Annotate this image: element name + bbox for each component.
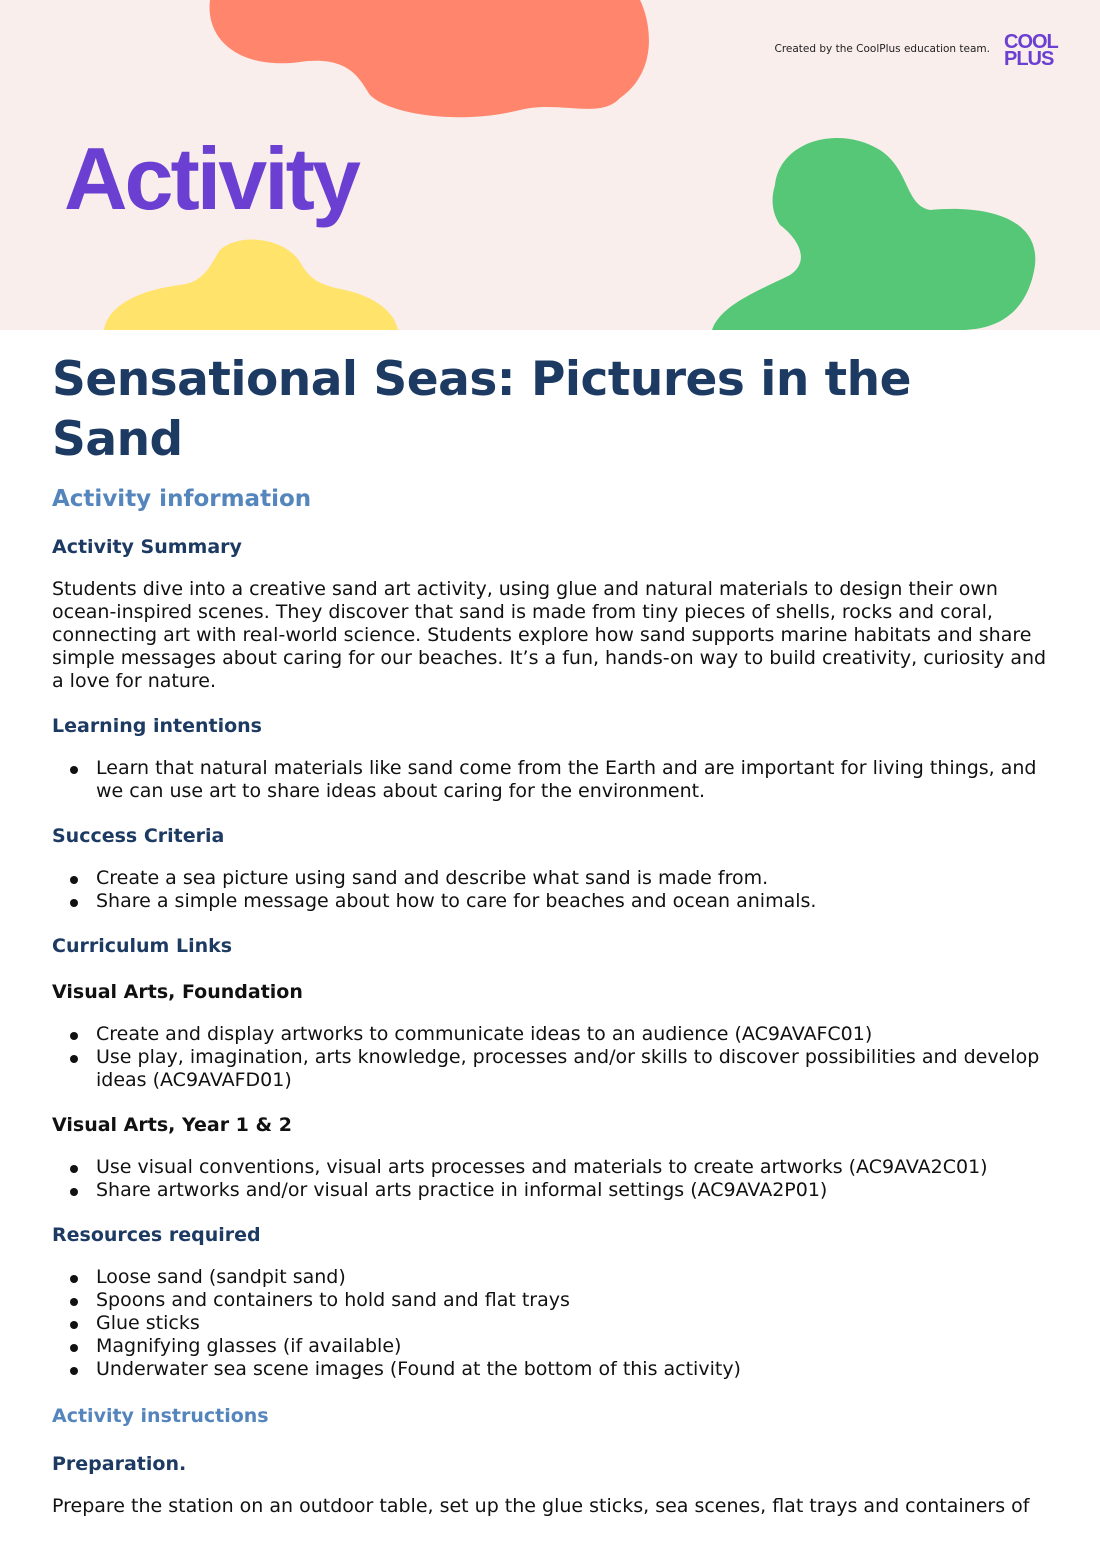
preparation-heading: Preparation. bbox=[52, 1453, 187, 1475]
curriculum-links-heading: Curriculum Links bbox=[52, 935, 233, 957]
list-item: Share a simple message about how to care for beaches and ocean animals. bbox=[96, 890, 1052, 913]
foundation-list bbox=[52, 1023, 1052, 1092]
list-item: Glue sticks bbox=[96, 1312, 1052, 1335]
page-title: Sensational Seas: Pictures in the Sand bbox=[52, 352, 911, 467]
year12-list bbox=[52, 1156, 1052, 1202]
resources-heading: Resources required bbox=[52, 1224, 261, 1246]
green-blob bbox=[712, 138, 1035, 330]
success-criteria-heading: Success Criteria bbox=[52, 825, 225, 847]
activity-summary-heading: Activity Summary bbox=[52, 536, 242, 558]
yellow-blob bbox=[104, 240, 398, 330]
list-item: Spoons and containers to hold sand and flat trays bbox=[96, 1289, 1052, 1312]
list-item: Use play, imagination, arts knowledge, processes and/or skills to discover possibilities and develop ideas (AC9AVAFD01) bbox=[96, 1046, 1052, 1092]
list-item: Magnifying glasses (if available) bbox=[96, 1335, 1052, 1358]
document-body bbox=[52, 330, 1052, 1518]
learning-intentions-list bbox=[52, 757, 1052, 803]
activity-information-heading: Activity information bbox=[52, 486, 312, 512]
credit-text: Created by the CoolPlus education team. bbox=[774, 43, 990, 55]
list-item: Underwater sea scene images (Found at the bottom of this activity) bbox=[96, 1358, 1052, 1381]
foundation-heading: Visual Arts, Foundation bbox=[52, 981, 303, 1003]
list-item: Loose sand (sandpit sand) bbox=[96, 1266, 1052, 1289]
learning-intentions-heading: Learning intentions bbox=[52, 715, 262, 737]
list-item: Learn that natural materials like sand come from the Earth and are important for living things, and we can use art to share ideas about caring for the environment. bbox=[96, 757, 1052, 803]
header-banner bbox=[0, 0, 1100, 330]
year12-heading: Visual Arts, Year 1 & 2 bbox=[52, 1114, 292, 1136]
list-item: Create and display artworks to communicate ideas to an audience (AC9AVAFC01) bbox=[96, 1023, 1052, 1046]
success-criteria-list bbox=[52, 867, 1052, 913]
list-item: Share artworks and/or visual arts practice in informal settings (AC9AVA2P01) bbox=[96, 1179, 1052, 1202]
coral-blob bbox=[210, 0, 649, 117]
preparation-text: Prepare the station on an outdoor table, set up the glue sticks, sea scenes, flat trays and containers of bbox=[52, 1495, 1030, 1517]
logo-line-1: COOL bbox=[1004, 31, 1058, 53]
coolplus-logo bbox=[1004, 31, 1068, 70]
resources-list bbox=[52, 1266, 1052, 1381]
list-item: Use visual conventions, visual arts processes and materials to create artworks (AC9AVA2C01) bbox=[96, 1156, 1052, 1179]
list-item: Create a sea picture using sand and describe what sand is made from. bbox=[96, 867, 1052, 890]
activity-summary-text: Students dive into a creative sand art activity, using glue and natural materials to design their own ocean-inspired scenes. They discover that sand is made from tiny pieces of shells, rocks and coral, connecting art with real-world science. Students explore how sand supports marine habitats and share simple messages about caring for our beaches. It’s a fun, hands-on way to build creativity, curiosity and a love for nature. bbox=[52, 578, 1047, 692]
activity-instructions-heading: Activity instructions bbox=[52, 1405, 269, 1427]
logo-line-2: PLUS bbox=[1004, 48, 1054, 70]
hero-title: Activity bbox=[64, 129, 358, 228]
